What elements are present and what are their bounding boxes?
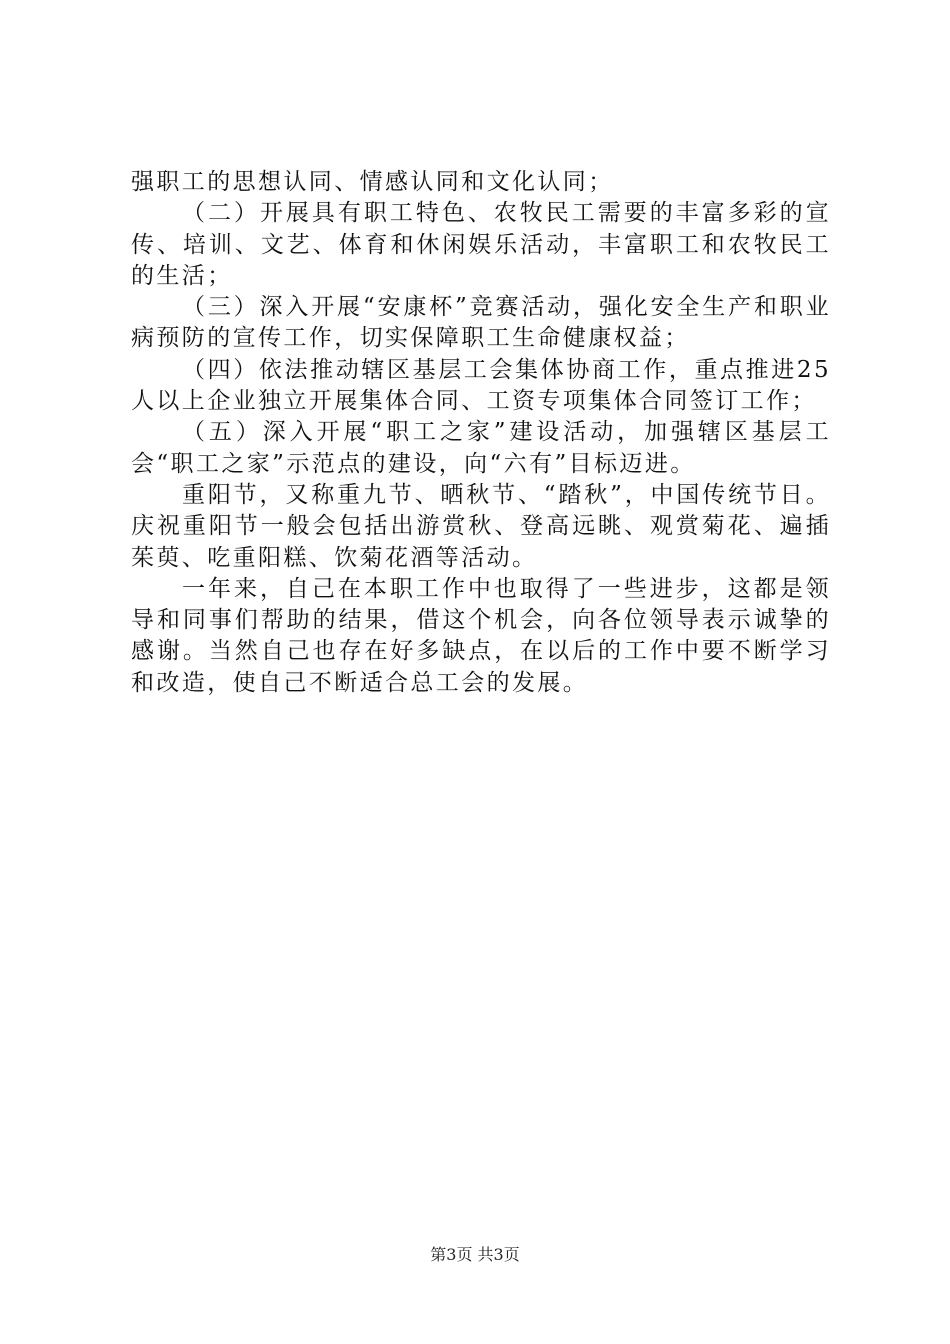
paragraph-closing: 一年来，自己在本职工作中也取得了一些进步，这都是领导和同事们帮助的结果，借这个机会，向各位领导表示诚挚的感谢。当然自己也存在好多缺点，在以后的工作中要不断学习和改造，使自己不断适合总工会的发展。 — [131, 575, 831, 696]
paragraph-item-3: （三）深入开展“安康杯”竞赛活动，强化安全生产和职业病预防的宣传工作，切实保障职工生命健康权益； — [131, 294, 831, 352]
page-footer: 第3页 共3页 — [430, 1245, 520, 1264]
paragraph-item-5: （五）深入开展“职工之家”建设活动，加强辖区基层工会“职工之家”示范点的建设，向“六有”目标迈进。 — [131, 419, 831, 477]
document-body — [131, 167, 831, 699]
paragraph-continuation: 强职工的思想认同、情感认同和文化认同； — [131, 169, 614, 195]
paragraph-item-2: （二）开展具有职工特色、农牧民工需要的丰富多彩的宣传、培训、文艺、体育和休闲娱乐活动，丰富职工和农牧民工的生活； — [131, 200, 831, 289]
paragraph-chongyang: 重阳节，又称重九节、晒秋节、“踏秋”，中国传统节日。庆祝重阳节一般会包括出游赏秋、登高远眺、观赏菊花、遍插茱萸、吃重阳糕、饮菊花酒等活动。 — [131, 481, 831, 571]
paragraph-item-4: （四）依法推动辖区基层工会集体协商工作，重点推进25人以上企业独立开展集体合同、工资专项集体合同签订工作； — [131, 356, 831, 415]
